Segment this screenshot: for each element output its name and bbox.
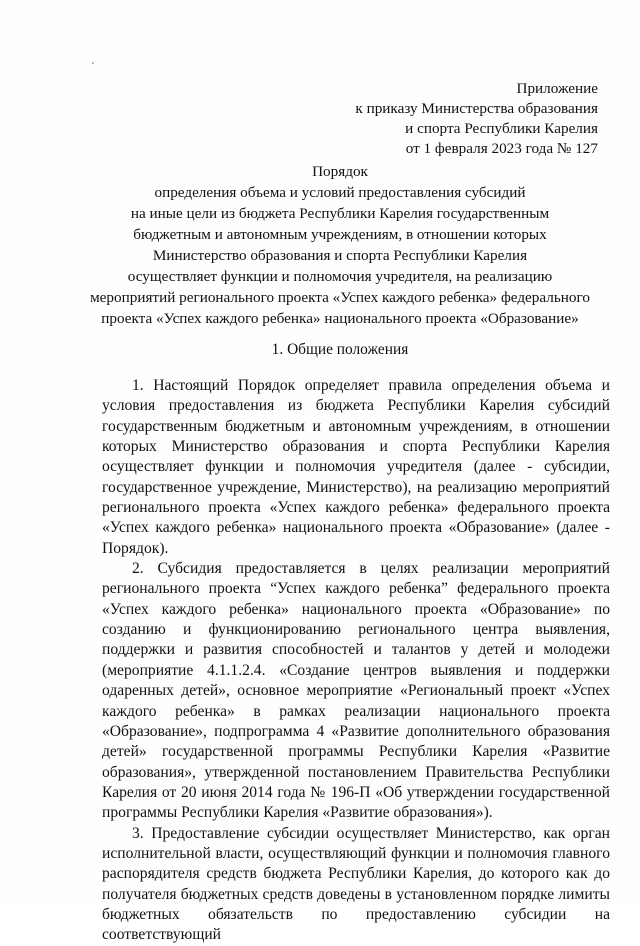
paragraph: 1. Настоящий Порядок определяет правила определения объема и условия предоставления из бюджета Республики Карелия субсидий государственным бюджетным и автономным учреждениям, в отношении которых Министерство образования и спорта Республики Карелия осуществляет функции и полномочия учредителя (далее - субсидии, государственное учреждение, Министерство), на реализацию мероприятий регионального проекта «Успех каждого ребенка» федерального проекта «Успех каждого ребенка» национального проекта «Образование» (далее - Порядок). [102, 377, 610, 557]
title-line: Министерство образования и спорта Республики Карелия [152, 247, 528, 264]
title-line: на иные цели из бюджета Республики Карелия государственным [130, 205, 550, 222]
appendix-line: от 1 февраля 2023 года № 127 [405, 140, 598, 157]
paragraph: 3. Предоставление субсидии осуществляет Министерство, как орган исполнительной власти, осуществляющий функции и полномочия главного распорядителя средств бюджета Республики Карелия, до которого как до получателя бюджетных средств доведены в установленном порядке лимиты бюджетных обязательств по предоставлению субсидии на соответствующий [102, 824, 610, 944]
document-title [60, 161, 620, 329]
body-text [102, 376, 610, 946]
appendix-line: к приказу Министерства образования [355, 100, 598, 117]
appendix-line: Приложение [516, 80, 598, 97]
title-line: мероприятий регионального проекта «Успех каждого ребенка» федерального [90, 289, 590, 306]
title-line: определения объема и условий предоставления субсидий [154, 184, 526, 201]
title-heading: Порядок [312, 163, 368, 180]
title-line: проекта «Успех каждого ребенка» национального проекта «Образование» [101, 310, 579, 327]
appendix-line: и спорта Республики Карелия [405, 120, 598, 137]
scan-dot [92, 62, 94, 64]
section-heading: 1. Общие положения [271, 341, 409, 358]
title-line: бюджетным и автономным учреждениям, в отношении которых [133, 226, 547, 243]
paragraph: 2. Субсидия предоставляется в целях реализации мероприятий регионального проекта “Успех каждого ребенка” федерального проекта «Успех каждого ребенка» национального проекта «Образование» по созданию и функционированию регионального центра выявления, поддержки и развития способностей и талантов у детей и молодежи (мероприятие 4.1.1.2.4. «Создание центров выявления и поддержки одаренных детей», основное мероприятие «Региональный проект «Успех каждого ребенка» в рамках реализации национального проекта «Образование», подпрограмма 4 «Развитие дополнительного образования детей» государственной программы Республики Карелия «Развитие образования», утвержденной постановлением Правительства Республики Карелия от 20 июня 2014 года № 196-П «Об утверждении государственной программы Республики Карелия «Развитие образования»). [102, 560, 610, 822]
title-line: осуществляет функции и полномочия учредителя, на реализацию [127, 268, 553, 285]
appendix-block [355, 79, 598, 159]
